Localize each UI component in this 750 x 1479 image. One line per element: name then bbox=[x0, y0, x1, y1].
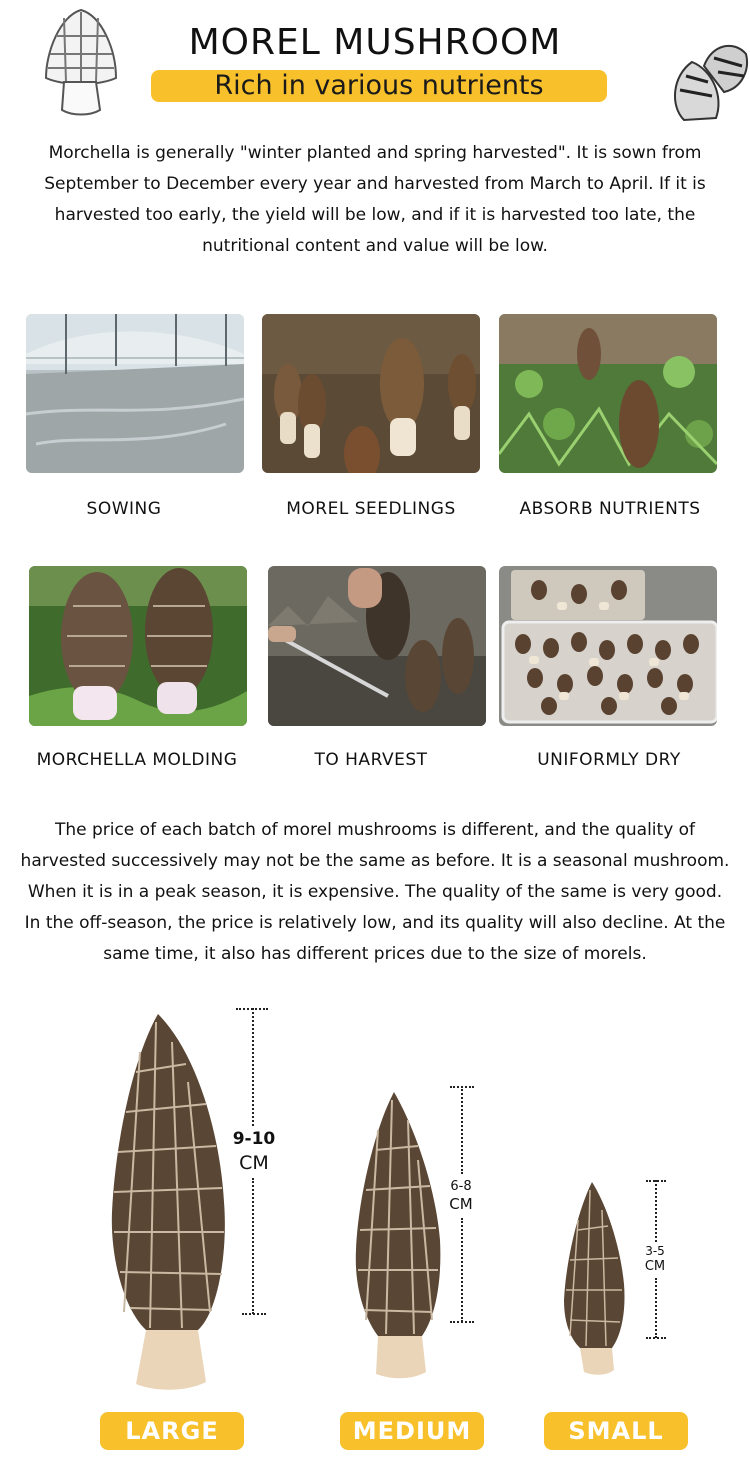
stage-caption: TO HARVEST bbox=[314, 750, 428, 770]
page-subtitle: Rich in various nutrients bbox=[214, 70, 544, 101]
intro-paragraph: Morchella is generally "winter planted and spring harvested". It is sown from September to December every year and harvested from March to April. If it is harvested too early, the yield will be low, and if it is harvested too late, the nutritional content and value will be low. bbox=[44, 143, 706, 256]
small-measure-tick-bottom bbox=[646, 1337, 666, 1339]
medium-measure-line-top bbox=[461, 1086, 463, 1174]
large-measure-line-bottom bbox=[252, 1178, 254, 1314]
stage-caption: ABSORB NUTRIENTS bbox=[519, 499, 701, 519]
medium-measure-line-bottom bbox=[461, 1218, 463, 1322]
small-size-range: 3-5 bbox=[645, 1244, 665, 1258]
small-measure-line-bottom bbox=[655, 1278, 657, 1338]
medium-measure-tick-bottom bbox=[450, 1321, 474, 1323]
stage-caption: SOWING bbox=[86, 499, 162, 519]
size-name-small: SMALL bbox=[568, 1417, 664, 1445]
morel-large-image bbox=[106, 1012, 230, 1392]
stage-photo-drying bbox=[499, 566, 717, 726]
large-measure-line-top bbox=[252, 1008, 254, 1126]
small-size-unit: CM bbox=[644, 1259, 666, 1274]
large-size-range: 9-10 bbox=[232, 1129, 276, 1149]
size-name-medium: MEDIUM bbox=[352, 1417, 472, 1445]
morel-medium-image bbox=[352, 1090, 444, 1380]
greenhouse-photo-icon bbox=[26, 314, 244, 473]
morel-large-icon bbox=[106, 1012, 230, 1392]
morel-small-icon bbox=[562, 1180, 628, 1376]
morel-small-image bbox=[562, 1180, 628, 1376]
medium-measure-tick-top bbox=[450, 1086, 474, 1088]
price-paragraph: The price of each batch of morel mushrooms is different, and the quality of harvested successively may not be the same as before. It is a seasonal mushroom. When it is in a peak season, it is expensive. The quality of the same is very good. In the off-season, the price is relatively low, and its quality will also decline. At the same time, it also has different prices due to the size of morels. bbox=[20, 820, 730, 964]
stage-photo-sowing bbox=[26, 314, 244, 473]
stage-photo-harvest bbox=[268, 566, 486, 726]
stage-photo-nutrients bbox=[499, 314, 717, 473]
harvest-photo-icon bbox=[268, 566, 486, 726]
stage-caption: MORCHELLA MOLDING bbox=[36, 750, 238, 770]
stage-photo-molding bbox=[29, 566, 247, 726]
small-measure-tick-top bbox=[646, 1180, 666, 1182]
molding-photo-icon bbox=[29, 566, 247, 726]
size-name-large: LARGE bbox=[125, 1417, 219, 1445]
nutrients-photo-icon bbox=[499, 314, 717, 473]
stage-caption: MOREL SEEDLINGS bbox=[286, 499, 456, 519]
large-measure-tick-top bbox=[236, 1008, 268, 1010]
medium-size-range: 6-8 bbox=[450, 1179, 472, 1194]
large-size-unit: CM bbox=[239, 1152, 269, 1174]
medium-size-unit: CM bbox=[449, 1195, 473, 1213]
small-measure-line-top bbox=[655, 1180, 657, 1242]
morel-medium-icon bbox=[352, 1090, 444, 1380]
page-title: MOREL MUSHROOM bbox=[188, 22, 562, 63]
stage-caption: UNIFORMLY DRY bbox=[537, 750, 681, 770]
stage-photo-seedlings bbox=[262, 314, 480, 473]
seedlings-photo-icon bbox=[262, 314, 480, 473]
large-measure-tick-bottom bbox=[242, 1313, 266, 1315]
drying-photo-icon bbox=[499, 566, 717, 726]
